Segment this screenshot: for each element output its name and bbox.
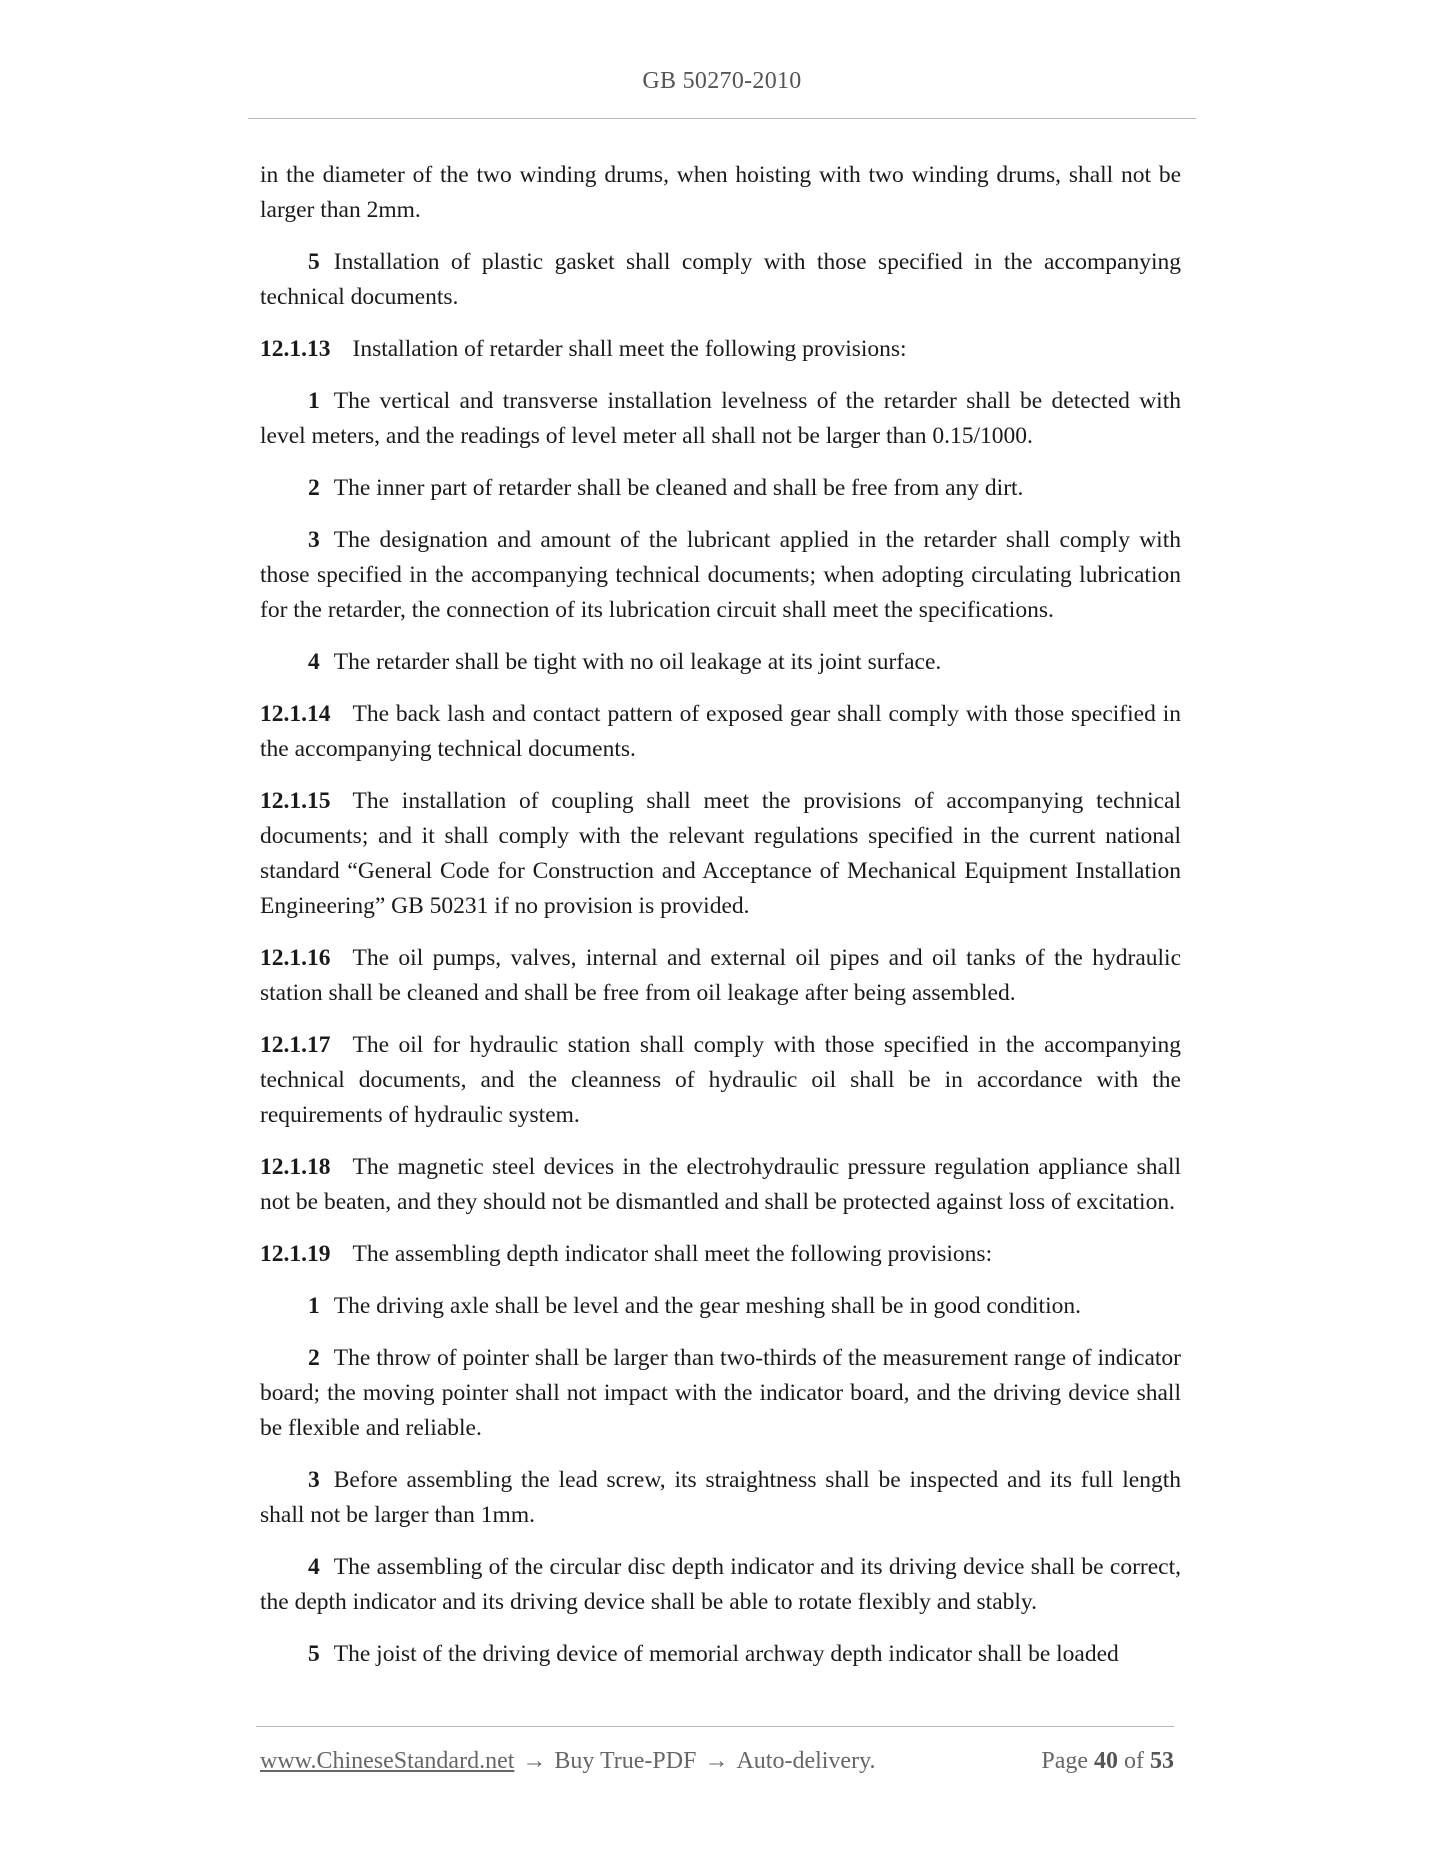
clause-number: 12.1.16 [260, 945, 331, 971]
item-text: The driving axle shall be level and the gear meshing shall be in good condition. [333, 1293, 1081, 1319]
item-text: The assembling of the circular disc depth indicator and its driving device shall be correct, the depth indicator and its driving device shall be able to rotate flexibly and stably. [260, 1554, 1181, 1615]
item-text: The inner part of retarder shall be cleaned and shall be free from any dirt. [333, 475, 1024, 501]
item-number: 4 [308, 649, 320, 675]
page-header: GB 50270-2010 [642, 68, 802, 94]
item-number: 1 [308, 1293, 320, 1319]
clause-number: 12.1.18 [260, 1154, 331, 1180]
footer-divider [256, 1726, 1174, 1727]
item-text: The designation and amount of the lubricant applied in the retarder shall comply with those specified in the accompanying technical documents; when adopting circulating lubrication for the retarder, the connection of its lubrication circuit shall meet the specifications. [260, 527, 1181, 623]
header-divider [248, 118, 1196, 119]
item-text: Before assembling the lead screw, its straightness shall be inspected and its full length shall not be larger than 1mm. [260, 1467, 1181, 1528]
clause-text: The oil pumps, valves, internal and external oil pipes and oil tanks of the hydraulic station shall be cleaned and shall be free from oil leakage after being assembled. [260, 945, 1181, 1006]
website-link[interactable]: www.ChineseStandard.net [260, 1748, 515, 1774]
clause-text: The installation of coupling shall meet the provisions of accompanying technical documents; and it shall comply with the relevant regulations specified in the current national standard “General Code for Construction and Acceptance of Mechanical Equipment Installation Engineering” GB 50231 if no provision is provided. [260, 788, 1181, 919]
list-item [260, 1637, 1181, 1672]
list-item [260, 645, 1181, 680]
item-number: 2 [308, 475, 320, 501]
paragraph-text: in the diameter of the two winding drums, when hoisting with two winding drums, shall not be larger than 2mm. [260, 162, 1181, 223]
clause [260, 332, 1181, 367]
clause-number: 12.1.14 [260, 701, 331, 727]
item-number: 4 [308, 1554, 320, 1580]
clause-text: The back lash and contact pattern of exposed gear shall comply with those specified in the accompanying technical documents. [260, 701, 1181, 762]
clause-text: The assembling depth indicator shall meet the following provisions: [352, 1241, 993, 1267]
of-label: of [1124, 1748, 1144, 1774]
clause-number: 12.1.19 [260, 1241, 331, 1267]
clause [260, 941, 1181, 1011]
clause-text: The magnetic steel devices in the electrohydraulic pressure regulation appliance shall not be beaten, and they should not be dismantled and shall be protected against loss of excitation. [260, 1154, 1181, 1215]
clause-text: The oil for hydraulic station shall comply with those specified in the accompanying technical documents, and the cleanness of hydraulic oil shall be in accordance with the requirements of hydraulic system. [260, 1032, 1181, 1128]
arrow-right-icon: → [704, 1748, 729, 1774]
clause-number: 12.1.15 [260, 788, 331, 814]
item-number: 3 [308, 527, 320, 553]
list-item [260, 245, 1181, 315]
list-item [260, 1550, 1181, 1620]
current-page: 40 [1094, 1748, 1118, 1774]
list-item [260, 1341, 1181, 1446]
clause-text: Installation of retarder shall meet the following provisions: [352, 336, 907, 362]
buy-pdf-text: Buy True-PDF [554, 1748, 697, 1774]
item-number: 2 [308, 1345, 320, 1371]
total-pages: 53 [1150, 1748, 1174, 1774]
list-item [260, 384, 1181, 454]
list-item [260, 1463, 1181, 1533]
clause-number: 12.1.13 [260, 336, 331, 362]
item-number: 1 [308, 388, 320, 414]
list-item [260, 1289, 1181, 1324]
auto-delivery-text: Auto-delivery. [736, 1748, 876, 1774]
item-number: 5 [308, 249, 320, 275]
page-label: Page [1041, 1748, 1088, 1774]
paragraph [260, 158, 1181, 228]
item-text: The joist of the driving device of memorial archway depth indicator shall be loaded [333, 1641, 1119, 1667]
item-number: 5 [308, 1641, 320, 1667]
item-number: 3 [308, 1467, 320, 1493]
footer-promo [260, 1748, 876, 1775]
list-item [260, 471, 1181, 506]
item-text: The vertical and transverse installation levelness of the retarder shall be detected with level meters, and the readings of level meter all shall not be larger than 0.15/1000. [260, 388, 1181, 449]
arrow-right-icon: → [522, 1748, 547, 1774]
clause [260, 697, 1181, 767]
clause-number: 12.1.17 [260, 1032, 331, 1058]
clause [260, 1150, 1181, 1220]
clause [260, 1237, 1181, 1272]
item-text: The retarder shall be tight with no oil leakage at its joint surface. [333, 649, 942, 675]
clause [260, 784, 1181, 924]
page-counter [1041, 1748, 1174, 1775]
item-text: The throw of pointer shall be larger than two-thirds of the measurement range of indicator board; the moving pointer shall not impact with the indicator board, and the driving device shall be flexible and reliable. [260, 1345, 1181, 1441]
item-text: Installation of plastic gasket shall comply with those specified in the accompanying technical documents. [260, 249, 1181, 310]
clause [260, 1028, 1181, 1133]
page-body [260, 158, 1181, 1689]
list-item [260, 523, 1181, 628]
